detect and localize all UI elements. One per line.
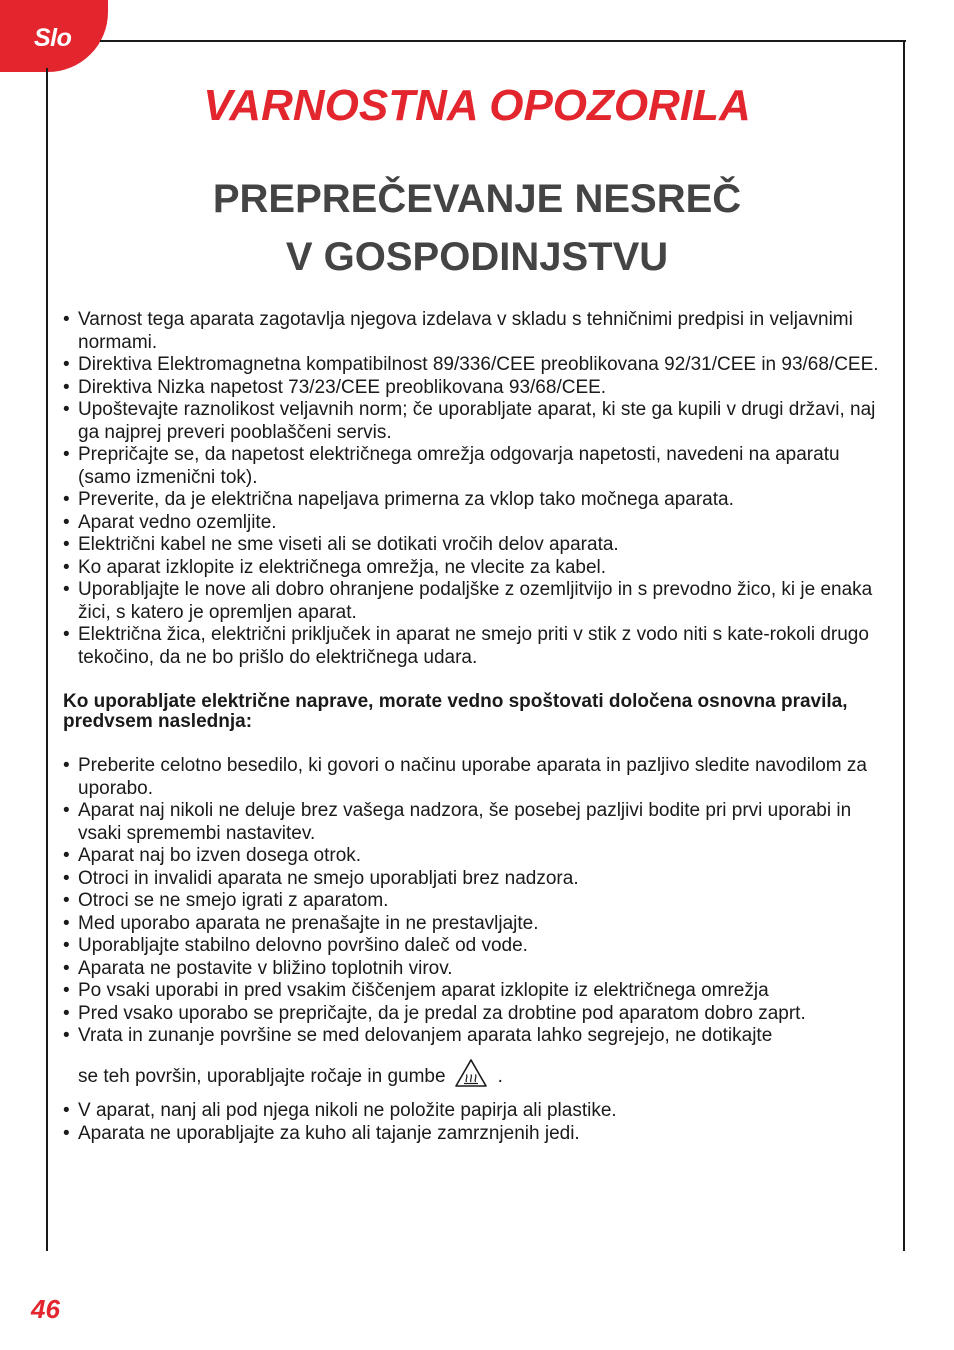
- page-number: 46: [31, 1294, 60, 1324]
- list-item: • Aparata ne postavite v bližino toplotnih virov.: [63, 958, 889, 981]
- safety-list-3: [63, 1100, 889, 1145]
- list-item: • Aparat naj nikoli ne deluje brez vašega nadzora, še posebej pazljivi bodite pri prvi uporabi in vsaki spremembi nastavitev.: [63, 800, 889, 845]
- subtitle-line-1: PREPREČEVANJE NESREČ: [212, 177, 742, 221]
- safety-list-2: [63, 755, 889, 1094]
- list-item: • Aparata ne uporabljajte za kuho ali tajanje zamrznjenih jedi.: [63, 1123, 889, 1146]
- list-item: • Direktiva Nizka napetost 73/23/CEE preoblikovana 93/68/CEE.: [63, 377, 889, 400]
- language-tab: [0, 0, 108, 72]
- safety-list-1: [63, 309, 889, 669]
- list-item: • Po vsaki uporabi in pred vsakim čiščenjem aparat izklopite iz električnega omrežja: [63, 980, 889, 1003]
- hot-item-end: .: [497, 1065, 503, 1087]
- list-item: • Preverite, da je električna napeljava primerna za vklop tako močnega aparata.: [63, 489, 889, 512]
- list-item: • Prepričajte se, da napetost električnega omrežja odgovarja napetosti, navedeni na aparatu (samo izmenični tok).: [63, 444, 889, 489]
- hot-item-line-2: [78, 1058, 503, 1095]
- list-item: • V aparat, nanj ali pod njega nikoli ne položite papirja ali plastike.: [63, 1100, 889, 1123]
- list-item: • Upoštevajte raznolikost veljavnih norm; če uporabljate aparat, ki ste ga kupili v drugi državi, naj ga najprej preveri pooblaščeni servis.: [63, 399, 889, 444]
- language-label: Slo: [34, 24, 72, 52]
- list-item: • Ko aparat izklopite iz električnega omrežja, ne vlecite za kabel.: [63, 557, 889, 580]
- page-title: VARNOSTNA OPOZORILA: [203, 81, 751, 130]
- frame-top-border: [100, 40, 906, 42]
- document-body: [63, 309, 889, 1145]
- list-item: • Med uporabo aparata ne prenašajte in ne prestavljajte.: [63, 913, 889, 936]
- rules-heading: Ko uporabljate električne naprave, morate vedno spoštovati določena osnovna pravila, predvsem naslednja:: [63, 691, 848, 732]
- list-item: • Otroci se ne smejo igrati z aparatom.: [63, 890, 889, 913]
- hot-item-line-1: Vrata in zunanje površine se med delovanjem aparata lahko segrejejo, ne dotikajte: [78, 1025, 773, 1046]
- subtitle-line-2: V GOSPODINJSTVU: [285, 235, 669, 279]
- list-item: • Električna žica, električni priključek in aparat ne smejo priti v stik z vodo niti s kate-rokoli drugo tekočino, da ne bo prišlo do električnega udara.: [63, 624, 889, 669]
- list-item-hot-surface: [63, 1025, 889, 1094]
- list-item: • Uporabljajte le nove ali dobro ohranjene podaljške z ozemljitvijo in s prevodno žico, ki je enaka žici, s katero je opremljen aparat.: [63, 579, 889, 624]
- list-item: • Direktiva Elektromagnetna kompatibilnost 89/336/CEE preoblikovana 92/31/CEE in 93/68/CEE.: [63, 354, 889, 377]
- list-item: • Električni kabel ne sme viseti ali se dotikati vročih delov aparata.: [63, 534, 889, 557]
- list-item: • Aparat naj bo izven dosega otrok.: [63, 845, 889, 868]
- list-item: • Pred vsako uporabo se prepričajte, da je predal za drobtine pod aparatom dobro zaprt.: [63, 1003, 889, 1026]
- hot-surface-warning-icon: [454, 1058, 488, 1095]
- list-item: • Otroci in invalidi aparata ne smejo uporabljati brez nadzora.: [63, 868, 889, 891]
- list-item: • Preberite celotno besedilo, ki govori o načinu uporabe aparata in pazljivo sledite navodilom za uporabo.: [63, 755, 889, 800]
- list-item: • Varnost tega aparata zagotavlja njegova izdelava v skladu s tehničnimi predpisi in veljavnimi normami.: [63, 309, 889, 354]
- hot-item-line-2-text: se teh površin, uporabljajte ročaje in gumbe: [78, 1065, 446, 1087]
- list-item: • Uporabljajte stabilno delovno površino daleč od vode.: [63, 935, 889, 958]
- list-item: • Aparat vedno ozemljite.: [63, 512, 889, 535]
- section-subtitle: [0, 170, 954, 286]
